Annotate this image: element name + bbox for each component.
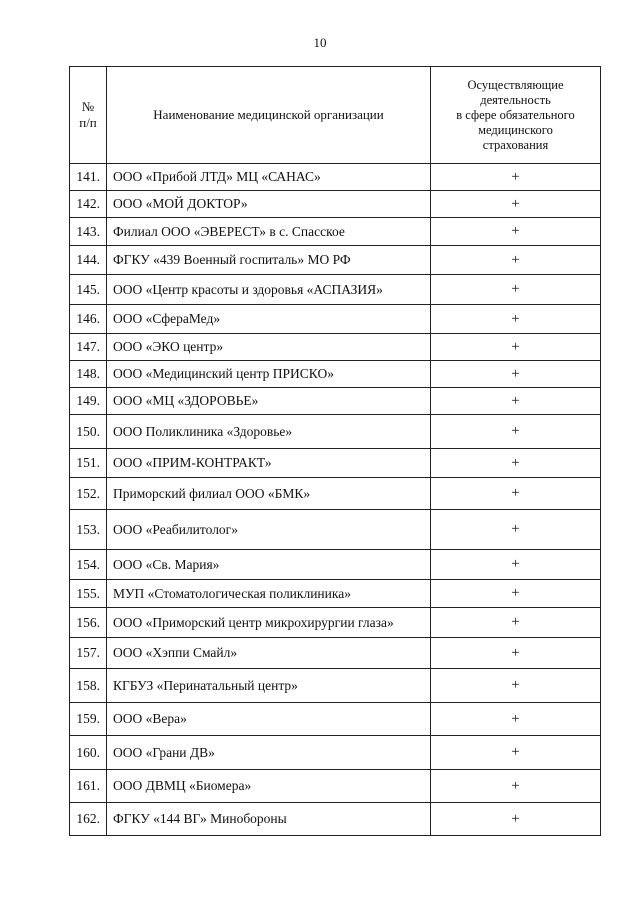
row-number: 155. [70,580,107,608]
organization-name: ООО «ЭКО центр» [107,334,431,361]
medical-organizations-table [69,66,601,836]
row-number: 156. [70,608,107,638]
page-number: 10 [313,35,327,50]
header-oms-line: медицинского [478,122,553,137]
oms-mark: + [431,580,601,608]
organization-name: ООО «МОЙ ДОКТОР» [107,191,431,218]
organization-name: ООО «Вера» [107,703,431,736]
table-row [70,510,601,550]
organization-name: ООО «Хэппи Смайл» [107,638,431,669]
organization-name: ООО «Центр красоты и здоровья «АСПАЗИЯ» [107,275,431,305]
header-oms-line: деятельность [480,92,551,107]
row-number: 148. [70,361,107,388]
header-oms-line: в сфере обязательного [456,107,575,122]
organization-name: ООО «Приморский центр микрохирургии глаза» [107,608,431,638]
organization-name: ООО «Св. Мария» [107,550,431,580]
table-row [70,191,601,218]
organization-name: Филиал ООО «ЭВЕРЕСТ» в с. Спасское [107,218,431,246]
row-number: 157. [70,638,107,669]
table-row [70,669,601,703]
organization-name: ООО «Прибой ЛТД» МЦ «САНАС» [107,164,431,191]
row-number: 141. [70,164,107,191]
oms-mark: + [431,246,601,275]
header-oms-line: страхования [482,137,549,152]
row-number: 160. [70,736,107,770]
table-row [70,246,601,275]
header-number-symbol: № [81,99,95,114]
table-row [70,334,601,361]
organization-name: ООО «ПРИМ-КОНТРАКТ» [107,449,431,478]
organization-name: ООО Поликлиника «Здоровье» [107,415,431,449]
oms-mark: + [431,550,601,580]
oms-mark: + [431,803,601,836]
header-number-abbr: п/п [79,115,97,130]
organization-name: ООО «Реабилитолог» [107,510,431,550]
table-row [70,449,601,478]
row-number: 159. [70,703,107,736]
table-row [70,703,601,736]
row-number: 150. [70,415,107,449]
table-row [70,608,601,638]
organization-name: ООО «Медицинский центр ПРИСКО» [107,361,431,388]
table-row [70,218,601,246]
row-number: 145. [70,275,107,305]
row-number: 147. [70,334,107,361]
table-row [70,803,601,836]
row-number: 143. [70,218,107,246]
table-row [70,770,601,803]
table-row [70,415,601,449]
row-number: 153. [70,510,107,550]
row-number: 162. [70,803,107,836]
organization-name: ООО «СфераМед» [107,305,431,334]
row-number: 149. [70,388,107,415]
organization-name: ФГКУ «144 ВГ» Минобороны [107,803,431,836]
oms-mark: + [431,449,601,478]
header-number [70,67,107,164]
table-body [70,164,601,836]
oms-mark: + [431,164,601,191]
oms-mark: + [431,361,601,388]
organization-name: ФГКУ «439 Военный госпиталь» МО РФ [107,246,431,275]
row-number: 158. [70,669,107,703]
oms-mark: + [431,388,601,415]
organization-name: ООО ДВМЦ «Биомера» [107,770,431,803]
table-row [70,361,601,388]
table-row [70,164,601,191]
table-row [70,275,601,305]
oms-mark: + [431,510,601,550]
organization-name: КГБУЗ «Перинатальный центр» [107,669,431,703]
oms-mark: + [431,669,601,703]
oms-mark: + [431,703,601,736]
table-row [70,550,601,580]
row-number: 151. [70,449,107,478]
row-number: 152. [70,478,107,510]
table-row [70,478,601,510]
table-row [70,305,601,334]
organization-name: ООО «МЦ «ЗДОРОВЬЕ» [107,388,431,415]
header-organization-name: Наименование медицинской организации [107,67,431,164]
header-oms-activity [431,67,601,164]
oms-mark: + [431,770,601,803]
oms-mark: + [431,736,601,770]
organization-name: ООО «Грани ДВ» [107,736,431,770]
oms-mark: + [431,275,601,305]
row-number: 144. [70,246,107,275]
header-row [70,67,601,164]
oms-mark: + [431,415,601,449]
organization-name: Приморский филиал ООО «БМК» [107,478,431,510]
table-row [70,736,601,770]
oms-mark: + [431,608,601,638]
row-number: 154. [70,550,107,580]
organization-name: МУП «Стоматологическая поликлиника» [107,580,431,608]
oms-mark: + [431,334,601,361]
oms-mark: + [431,638,601,669]
table-row [70,388,601,415]
table-row [70,580,601,608]
oms-mark: + [431,478,601,510]
oms-mark: + [431,191,601,218]
header-oms-line: Осуществляющие [467,77,564,92]
row-number: 146. [70,305,107,334]
table-row [70,638,601,669]
oms-mark: + [431,305,601,334]
row-number: 161. [70,770,107,803]
row-number: 142. [70,191,107,218]
oms-mark: + [431,218,601,246]
